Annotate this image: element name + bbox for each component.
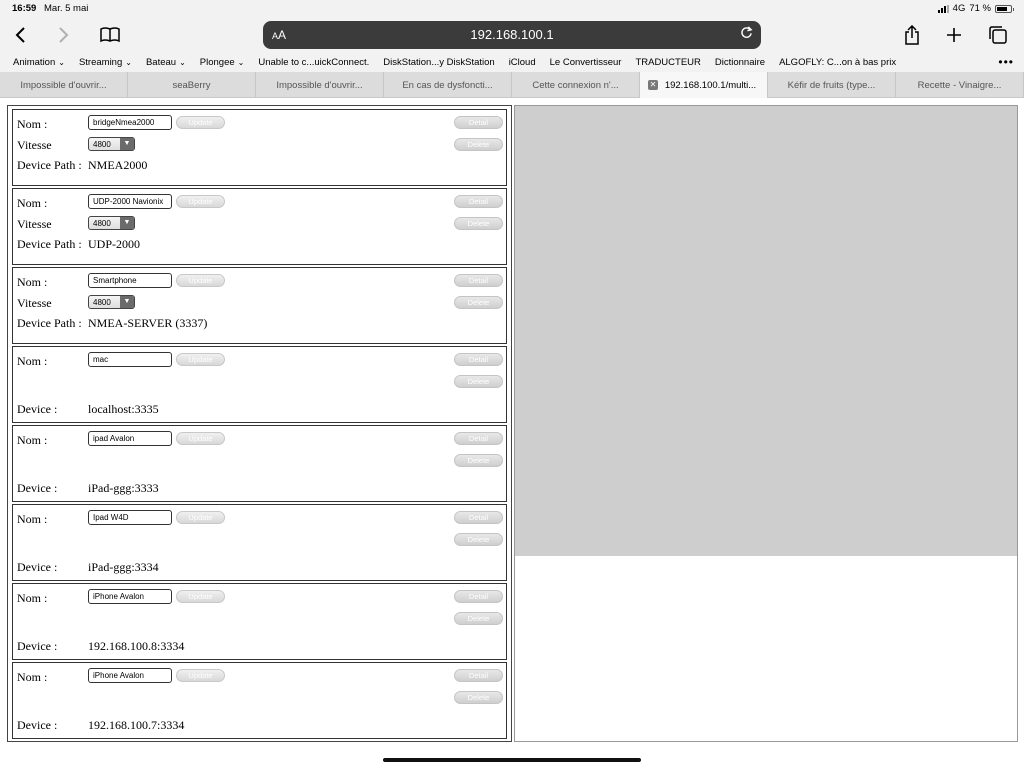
tab-label: Kéfir de fruits (type... (787, 79, 876, 91)
tab-label: 192.168.100.1/multi... (664, 79, 757, 91)
speed-value: 4800 (93, 219, 111, 228)
tab-label: Impossible d'ouvrir... (276, 79, 363, 91)
bookmark-item[interactable] (13, 57, 65, 68)
speed-value: 4800 (93, 298, 111, 307)
update-button[interactable]: Update (176, 195, 225, 208)
chevron-down-icon: ⌄ (179, 57, 186, 67)
name-label: Nom : (17, 196, 48, 210)
bookmarks-more-button[interactable]: ••• (998, 55, 1014, 69)
device-label: Device : (17, 481, 58, 495)
network-type: 4G (952, 3, 966, 14)
dropdown-arrow-icon: ▼ (120, 217, 134, 229)
device-value: 192.168.100.8:3334 (88, 639, 185, 653)
device-label: Device : (17, 402, 58, 416)
browser-tab-active[interactable] (640, 72, 768, 98)
detail-button[interactable]: Detail (454, 511, 503, 524)
page-content (0, 98, 1024, 750)
speed-value: 4800 (93, 140, 111, 149)
bookmark-label: Animation (13, 56, 56, 68)
book-icon (100, 27, 120, 43)
status-time: 16:59 (12, 3, 37, 14)
name-label: Nom : (17, 275, 48, 289)
update-button[interactable]: Update (176, 511, 225, 524)
name-label: Nom : (17, 354, 48, 368)
battery-icon (995, 5, 1012, 13)
delete-button[interactable]: Delete (454, 296, 503, 309)
signal-icon (938, 5, 949, 13)
detail-button[interactable]: Detail (454, 432, 503, 445)
device-card (12, 346, 507, 423)
bookmark-label: Unable to c...uickConnect. (258, 56, 370, 68)
bookmark-item[interactable] (550, 57, 622, 68)
name-label: Nom : (17, 512, 48, 526)
forward-button[interactable] (50, 23, 76, 47)
text-size-small: A (272, 31, 279, 41)
delete-button[interactable]: Delete (454, 375, 503, 388)
detail-button[interactable]: Detail (454, 590, 503, 603)
browser-toolbar (0, 18, 1024, 52)
detail-button[interactable]: Detail (454, 195, 503, 208)
device-card (12, 425, 507, 502)
device-value: iPad-ggg:3334 (88, 560, 159, 574)
browser-tab[interactable] (256, 72, 384, 98)
device-value: localhost:3335 (88, 402, 159, 416)
bookmark-label: Plongee (199, 56, 235, 68)
name-label: Nom : (17, 591, 48, 605)
device-label: Device : (17, 639, 58, 653)
device-list-panel (7, 105, 512, 742)
tab-label: Recette - Vinaigre... (917, 79, 1002, 91)
chevron-down-icon: ⌄ (237, 57, 245, 67)
share-icon (904, 25, 920, 45)
update-button[interactable]: Update (176, 669, 225, 682)
bookmarks-bar (0, 52, 1024, 72)
bookmark-label: TRADUCTEUR (635, 56, 701, 68)
device-card (12, 662, 507, 739)
device-card (12, 109, 507, 186)
status-date: Mar. 5 mai (44, 3, 89, 14)
tab-label: Cette connexion n'... (532, 79, 619, 91)
name-label: Nom : (17, 117, 48, 131)
speed-select[interactable] (88, 137, 135, 151)
bookmark-label: Streaming (78, 56, 123, 68)
text-size-large: A (278, 28, 287, 42)
name-input[interactable]: mac (88, 352, 172, 367)
name-input[interactable]: ipad Avalon (88, 431, 172, 446)
speed-label: Vitesse (17, 138, 52, 152)
device-path-value: NMEA2000 (88, 158, 148, 172)
name-input[interactable]: iPhone Avalon (88, 668, 172, 683)
new-tab-button[interactable] (941, 23, 967, 47)
tabs-icon (989, 26, 1007, 44)
device-label: Device : (17, 718, 58, 732)
update-button[interactable]: Update (176, 116, 225, 129)
battery-percent: 71 % (969, 3, 991, 14)
detail-button[interactable]: Detail (454, 669, 503, 682)
share-button[interactable] (899, 23, 925, 47)
browser-tab[interactable] (384, 72, 512, 98)
reload-button[interactable] (740, 26, 753, 42)
bookmark-label: Dictionnaire (714, 56, 766, 68)
bookmark-label: ALGOFLY: C...on à bas prix (779, 56, 897, 68)
update-button[interactable]: Update (176, 274, 225, 287)
delete-button[interactable]: Delete (454, 454, 503, 467)
browser-tab[interactable] (0, 72, 128, 98)
delete-button[interactable]: Delete (454, 533, 503, 546)
back-button[interactable] (8, 23, 34, 47)
browser-tab[interactable] (768, 72, 896, 98)
close-tab-icon[interactable]: ✕ (649, 80, 657, 89)
bookmark-label: Bateau (145, 56, 177, 68)
device-card (12, 583, 507, 660)
detail-button[interactable]: Detail (454, 116, 503, 129)
device-path-label: Device Path : (17, 237, 82, 251)
delete-button[interactable]: Delete (454, 612, 503, 625)
chevron-right-icon (56, 27, 70, 43)
bookmark-item[interactable] (509, 57, 536, 68)
bookmark-item[interactable] (383, 57, 494, 68)
bookmark-item[interactable] (79, 57, 132, 68)
name-label: Nom : (17, 433, 48, 447)
bookmark-item[interactable] (146, 57, 186, 68)
detail-button[interactable]: Detail (454, 274, 503, 287)
bookmark-item[interactable] (715, 57, 765, 68)
update-button[interactable]: Update (176, 590, 225, 603)
name-input[interactable]: Ipad W4D (88, 510, 172, 525)
detail-placeholder (515, 106, 1017, 556)
bookmark-item[interactable] (200, 57, 245, 68)
device-card (12, 504, 507, 581)
url-text[interactable]: 192.168.100.1 (470, 27, 554, 42)
detail-button[interactable]: Detail (454, 353, 503, 366)
device-card (12, 188, 507, 265)
address-bar[interactable] (263, 21, 761, 49)
device-value: iPad-ggg:3333 (88, 481, 159, 495)
update-button[interactable]: Update (176, 432, 225, 445)
name-input[interactable]: Smartphone (88, 273, 172, 288)
dropdown-arrow-icon: ▼ (120, 138, 134, 150)
device-card (12, 267, 507, 344)
name-input[interactable]: bridgeNmea2000 (88, 115, 172, 130)
home-indicator[interactable] (383, 758, 641, 762)
tab-label: Impossible d'ouvrir... (20, 79, 107, 91)
speed-select[interactable] (88, 295, 135, 309)
reload-icon (740, 26, 753, 39)
bookmark-item[interactable] (779, 57, 896, 68)
tabs-overview-button[interactable] (985, 23, 1011, 47)
device-path-value: NMEA-SERVER (3337) (88, 316, 208, 330)
tab-label: En cas de dysfoncti... (402, 79, 493, 91)
device-path-value: UDP-2000 (88, 237, 141, 251)
device-path-label: Device Path : (17, 316, 82, 330)
device-value: 192.168.100.7:3334 (88, 718, 185, 732)
tab-bar (0, 72, 1024, 98)
name-label: Nom : (17, 670, 48, 684)
update-button[interactable]: Update (176, 353, 225, 366)
bookmark-label: iCloud (508, 56, 536, 68)
browser-tab[interactable] (128, 72, 256, 98)
device-path-label: Device Path : (17, 158, 82, 172)
speed-select[interactable] (88, 216, 135, 230)
status-bar (0, 0, 1024, 18)
name-input[interactable]: iPhone Avalon (88, 589, 172, 604)
status-right (938, 3, 1012, 14)
bookmark-label: DiskStation...y DiskStation (383, 56, 495, 68)
dropdown-arrow-icon: ▼ (120, 296, 134, 308)
chevron-down-icon: ⌄ (58, 57, 65, 67)
chevron-left-icon (14, 27, 28, 43)
delete-button[interactable]: Delete (454, 691, 503, 704)
browser-tab[interactable] (896, 72, 1024, 98)
speed-label: Vitesse (17, 217, 52, 231)
bookmarks-button[interactable] (97, 23, 123, 47)
delete-button[interactable]: Delete (454, 138, 503, 151)
bookmark-item[interactable] (635, 57, 700, 68)
chevron-down-icon: ⌄ (125, 57, 132, 67)
browser-tab[interactable] (512, 72, 640, 98)
device-label: Device : (17, 560, 58, 574)
speed-label: Vitesse (17, 296, 52, 310)
delete-button[interactable]: Delete (454, 217, 503, 230)
bookmark-label: Le Convertisseur (549, 56, 622, 68)
plus-icon (946, 27, 962, 43)
tab-label: seaBerry (172, 79, 211, 91)
detail-panel (514, 105, 1018, 742)
bookmark-item[interactable] (258, 57, 369, 68)
name-input[interactable]: UDP-2000 Navionix (88, 194, 172, 209)
